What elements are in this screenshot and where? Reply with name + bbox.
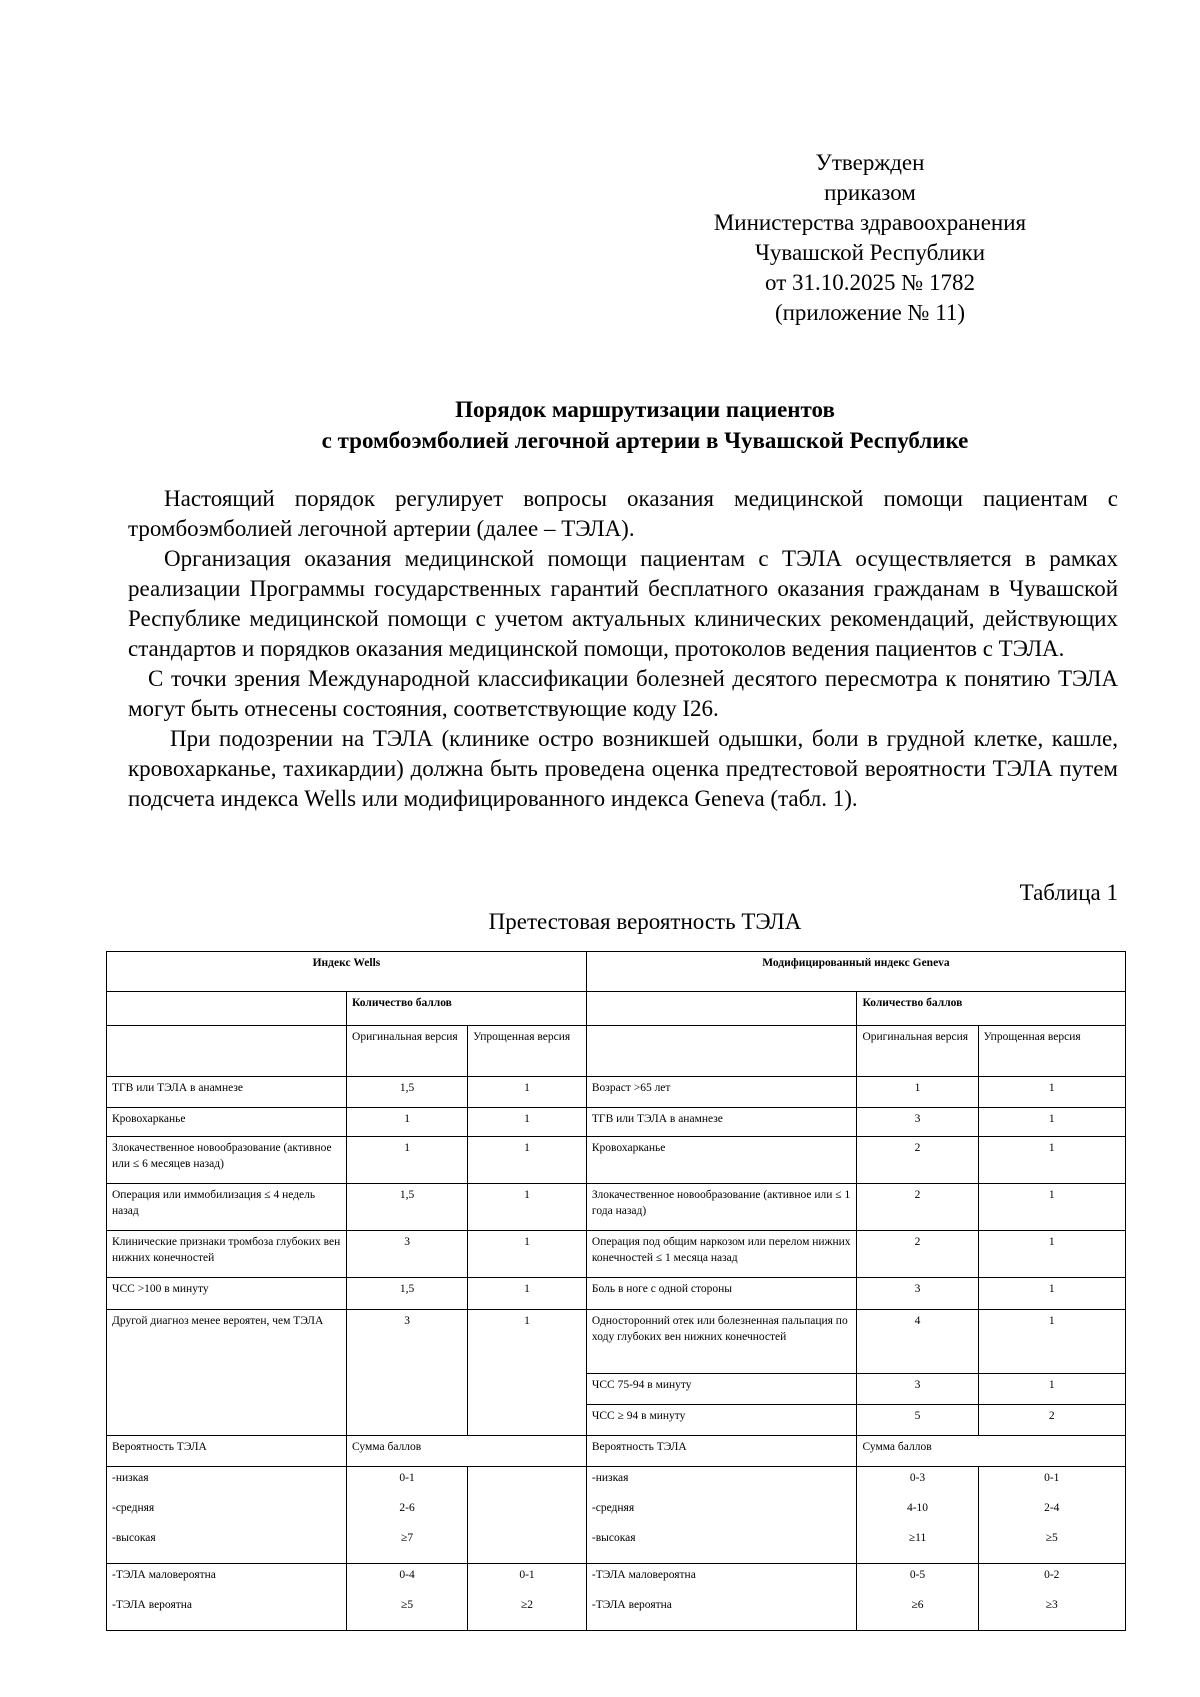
binary-row: -ТЭЛА маловероятна -ТЭЛА вероятна 0-4 ≥5 0-1 ≥2 -ТЭЛА маловероятна -ТЭЛА вероятна 0-5 ≥6 0-2 ≥3 bbox=[107, 1564, 1126, 1631]
table-row: Другой диагноз менее вероятен, чем ТЭЛА 3 1 Односторонний отек или болезненная пальпация по ходу глубоких вен нижних конечностей 4 1 bbox=[107, 1310, 1126, 1374]
approval-line: от 31.10.2025 № 1782 bbox=[765, 270, 975, 295]
document-title bbox=[120, 394, 1170, 456]
table-title: Претестовая вероятность ТЭЛА bbox=[488, 909, 802, 934]
title-line-1: Порядок маршрутизации пациентов bbox=[455, 397, 835, 422]
approval-line: Министерства здравоохранения bbox=[713, 210, 1027, 235]
table-row: ЧСС >100 в минуту 1,5 1 Боль в ноге с одной стороны 3 1 bbox=[107, 1278, 1126, 1310]
table-row: Клинические признаки тромбоза глубоких вен нижних конечностей 3 1 Операция под общим наркозом или перелом нижних конечностей ≤ 1 месяца назад 2 1 bbox=[107, 1231, 1126, 1278]
table-row: ЧСС 75-94 в минуту 3 1 bbox=[107, 1374, 1126, 1405]
geneva-points-header: Количество баллов bbox=[857, 992, 1126, 1026]
geneva-simplified-header: Упрощенная версия bbox=[978, 1026, 1125, 1077]
paragraph: Настоящий порядок регулирует вопросы оказания медицинской помощи пациентам с тромбоэмболией легочной артерии (далее – ТЭЛА). bbox=[128, 486, 1118, 541]
probability-header-row: Вероятность ТЭЛА Сумма баллов Вероятность ТЭЛА Сумма баллов bbox=[107, 1436, 1126, 1467]
probability-table bbox=[106, 951, 1126, 1631]
table-caption: Таблица 1 bbox=[1019, 880, 1118, 905]
approval-line: (приложение № 11) bbox=[774, 300, 966, 325]
table-row: Злокачественное новообразование (активное или ≤ 6 месяцев назад) 1 1 Кровохарканье 2 1 bbox=[107, 1137, 1126, 1184]
wells-original-header: Оригинальная версия bbox=[347, 1026, 468, 1077]
title-line-2: с тромбоэмболией легочной артерии в Чувашской Республике bbox=[321, 428, 969, 453]
geneva-header: Модифицированный индекс Geneva bbox=[586, 952, 1125, 992]
wells-points-header: Количество баллов bbox=[347, 992, 587, 1026]
paragraph: При подозрении на ТЭЛА (клинике остро возникшей одышки, боли в грудной клетке, кашле, кровохарканье, тахикардии) должна быть проведена оценка предтестовой вероятности ТЭЛА путем подсчета индекса Wells или модифицированного индекса Geneva (табл. 1). bbox=[128, 726, 1118, 811]
wells-header: Индекс Wells bbox=[107, 952, 587, 992]
approval-block bbox=[660, 148, 1080, 328]
wells-simplified-header: Упрощенная версия bbox=[468, 1026, 587, 1077]
levels-row: -низкая -средняя -высокая 0-1 2-6 ≥7 -низкая -средняя -высокая 0-3 4-10 ≥11 0-1 2-4 ≥5 bbox=[107, 1467, 1126, 1564]
geneva-original-header: Оригинальная версия bbox=[857, 1026, 978, 1077]
body-text bbox=[128, 484, 1118, 814]
table-row: Кровохарканье 1 1 ТГВ или ТЭЛА в анамнезе 3 1 bbox=[107, 1108, 1126, 1137]
approval-line: Чувашской Республики bbox=[754, 240, 986, 265]
table-row: ТГВ или ТЭЛА в анамнезе 1,5 1 Возраст >65 лет 1 1 bbox=[107, 1077, 1126, 1108]
table-row: ЧСС ≥ 94 в минуту 5 2 bbox=[107, 1405, 1126, 1436]
paragraph: С точки зрения Международной классификации болезней десятого пересмотра к понятию ТЭЛА могут быть отнесены состояния, соответствующие коду I26. bbox=[128, 666, 1118, 721]
approval-line: Утвержден bbox=[815, 150, 925, 175]
approval-line: приказом bbox=[824, 180, 916, 205]
paragraph: Организация оказания медицинской помощи пациентам с ТЭЛА осуществляется в рамках реализации Программы государственных гарантий бесплатного оказания гражданам в Чувашской Республике медицинской помощи с учетом актуальных клинических рекомендаций, действующих стандартов и порядков оказания медицинской помощи, протоколов ведения пациентов с ТЭЛА. bbox=[128, 546, 1118, 661]
table-row: Операция или иммобилизация ≤ 4 недель назад 1,5 1 Злокачественное новообразование (активное или ≤ 1 года назад) 2 1 bbox=[107, 1184, 1126, 1231]
